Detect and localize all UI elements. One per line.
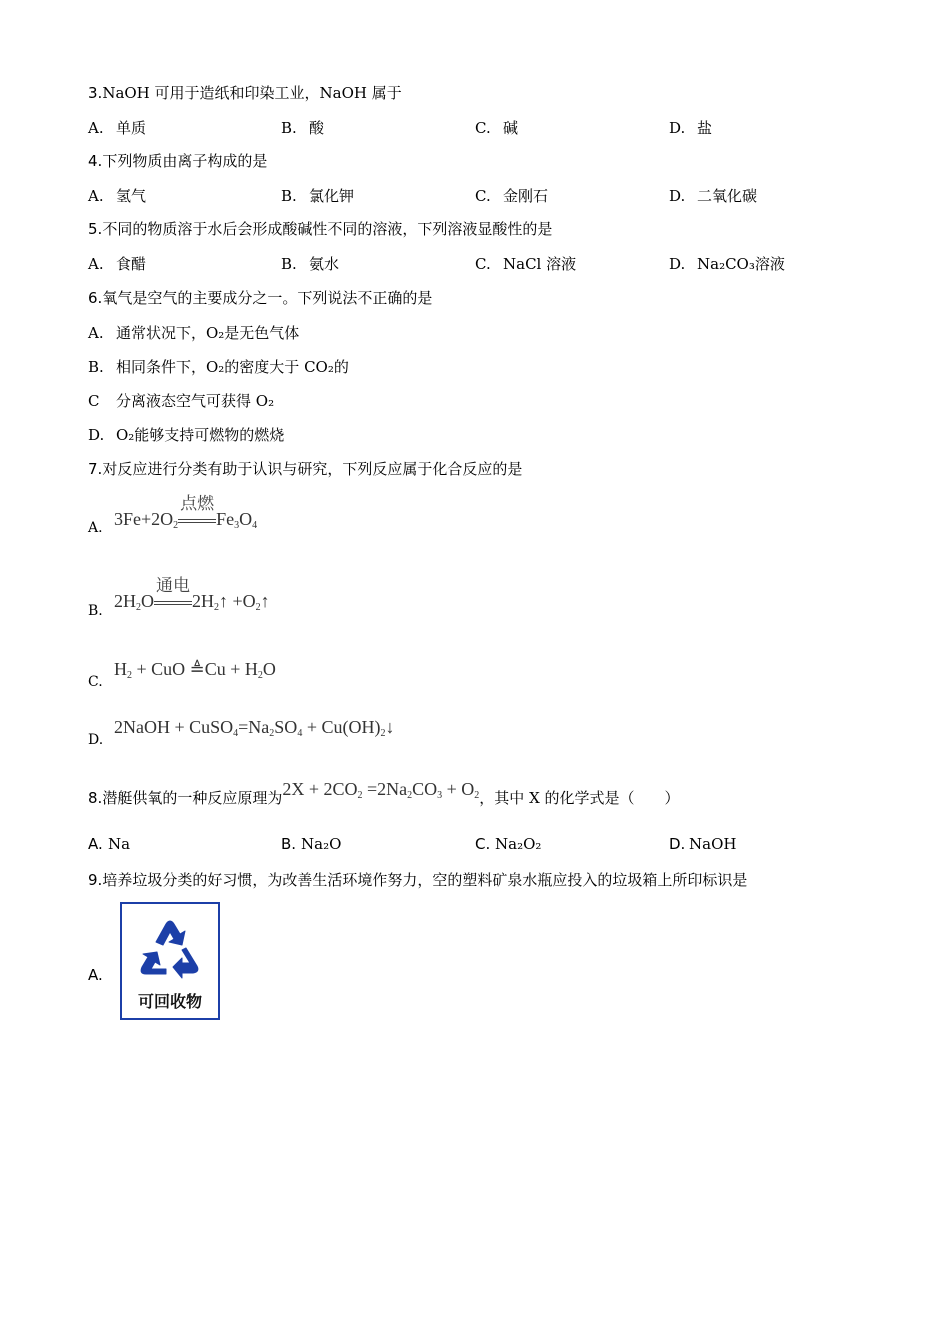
option-text: 氢气 (116, 187, 147, 205)
option-label: A. (88, 835, 103, 853)
question-number: 4. (88, 152, 103, 170)
question-text: 氧气是空气的主要成分之一。下列说法不正确的是 (102, 289, 433, 307)
recyclable-sign[interactable] (120, 902, 220, 1020)
sign-label: 可回收物 (137, 992, 202, 1011)
q7-equation-a[interactable]: $3Fe+2O_2$ 点燃 $Fe_3O_4$ (114, 509, 257, 531)
q8-option-c[interactable] (475, 835, 541, 853)
option-text: Na (108, 835, 131, 853)
q3-option-c[interactable] (475, 117, 518, 138)
option-text: 金刚石 (503, 187, 549, 205)
double-line (154, 601, 192, 605)
question-number: 9. (88, 871, 103, 889)
q6-option-a[interactable] (88, 322, 299, 343)
q7-equation-b[interactable]: $2H_2O$ 通电 $2H_2↑$ $+O_2↑$ (114, 591, 270, 613)
option-text: 食醋 (116, 255, 147, 273)
question-4 (88, 150, 267, 171)
option-label: A. (88, 255, 104, 273)
option-text: 酸 (309, 119, 325, 137)
option-text: O₂能够支持可燃物的燃烧 (116, 426, 285, 444)
option-label: A. (88, 324, 104, 342)
option-text: 盐 (697, 119, 713, 137)
question-number: 8. (88, 789, 103, 807)
option-label: A. (88, 187, 104, 205)
option-text: 氨水 (309, 255, 340, 273)
q8-option-a[interactable] (88, 835, 130, 853)
q3-option-b[interactable] (281, 117, 324, 138)
option-text: NaOH (689, 835, 737, 853)
condition-text: 点燃 (180, 494, 215, 514)
q5-option-b[interactable] (281, 253, 339, 274)
q6-option-d[interactable] (88, 424, 284, 445)
option-text: 单质 (116, 119, 147, 137)
q6-option-c[interactable] (88, 390, 274, 411)
q4-option-d[interactable] (669, 185, 757, 206)
option-label: B. (281, 255, 297, 273)
question-text: 对反应进行分类有助于认识与研究，下列反应属于化合反应的是 (102, 460, 523, 478)
q9-option-a-label[interactable]: A. (88, 966, 103, 984)
question-text: NaOH 可用于造纸和印染工业，NaOH 属于 (102, 84, 402, 102)
question-8 (88, 779, 680, 809)
option-text: 氯化钾 (309, 187, 355, 205)
q4-option-c[interactable] (475, 185, 548, 206)
reaction-condition (178, 494, 216, 530)
q4-option-a[interactable] (88, 185, 146, 206)
question-text-pre: 潜艇供氧的一种反应原理为 (102, 789, 283, 807)
option-label: D. (669, 835, 686, 853)
double-line (178, 519, 216, 523)
option-label: C (88, 392, 100, 410)
q4-option-b[interactable] (281, 185, 354, 206)
option-label: B. (281, 119, 297, 137)
option-text: Na₂CO₃溶液 (697, 255, 785, 273)
q7-option-a-label[interactable]: A. (88, 520, 103, 536)
question-number: 7. (88, 460, 103, 478)
question-6 (88, 287, 432, 308)
q7-equation-d[interactable]: 2NaOH + $CuSO_4=Na_2SO_4$ + $Cu(OH)_2↓$ (114, 717, 395, 739)
option-label: C. (475, 119, 491, 137)
option-label: C. (475, 255, 491, 273)
option-label: B. (88, 358, 104, 376)
question-3 (88, 82, 402, 103)
q8-equation: $2X + 2CO_2 =2Na_2CO_3 + O_2$ (282, 779, 480, 801)
q8-option-d[interactable] (669, 835, 736, 853)
recycle-icon (122, 912, 218, 992)
option-label: A. (88, 119, 104, 137)
question-text: 不同的物质溶于水后会形成酸碱性不同的溶液，下列溶液显酸性的是 (102, 220, 553, 238)
question-text: 培养垃圾分类的好习惯，为改善生活环境作努力，空的塑料矿泉水瓶应投入的垃圾箱上所印标识是 (102, 871, 748, 889)
option-label: D. (669, 255, 686, 273)
q7-option-c-label[interactable]: C. (88, 674, 103, 690)
q7-equation-c[interactable]: $H_2$ + CuO ≜Cu + $H_2O$ (114, 659, 276, 681)
question-text-post: ，其中 X 的化学式是（ ） (479, 789, 680, 807)
option-text: Na₂O₂ (495, 835, 542, 853)
option-text: 碱 (503, 119, 519, 137)
option-text: 通常状况下，O₂是无色气体 (116, 324, 300, 342)
q3-option-d[interactable] (669, 117, 712, 138)
q6-option-b[interactable] (88, 356, 349, 377)
q5-option-c[interactable] (475, 253, 576, 274)
option-label: B. (281, 835, 297, 853)
option-text: 二氧化碳 (697, 187, 758, 205)
question-9 (88, 869, 747, 890)
option-text: NaCl 溶液 (503, 255, 577, 273)
question-number: 6. (88, 289, 103, 307)
q7-option-b-label[interactable]: B. (88, 603, 103, 619)
question-7 (88, 458, 522, 479)
option-label: D. (669, 187, 686, 205)
q3-option-a[interactable] (88, 117, 146, 138)
q5-option-a[interactable] (88, 253, 146, 274)
question-number: 3. (88, 84, 103, 102)
question-text: 下列物质由离子构成的是 (102, 152, 268, 170)
q8-option-b[interactable] (281, 835, 341, 853)
question-5 (88, 218, 552, 239)
option-text: 分离液态空气可获得 O₂ (116, 392, 275, 410)
option-label: D. (88, 426, 105, 444)
reaction-condition (154, 576, 192, 612)
q5-option-d[interactable] (669, 253, 785, 274)
condition-text: 通电 (156, 576, 190, 596)
option-label: C. (475, 187, 491, 205)
option-label: C. (475, 835, 491, 853)
question-number: 5. (88, 220, 103, 238)
option-text: Na₂O (301, 835, 342, 853)
option-label: B. (281, 187, 297, 205)
q7-option-d-label[interactable]: D. (88, 732, 104, 748)
option-text: 相同条件下，O₂的密度大于 CO₂的 (116, 358, 349, 376)
option-label: D. (669, 119, 686, 137)
